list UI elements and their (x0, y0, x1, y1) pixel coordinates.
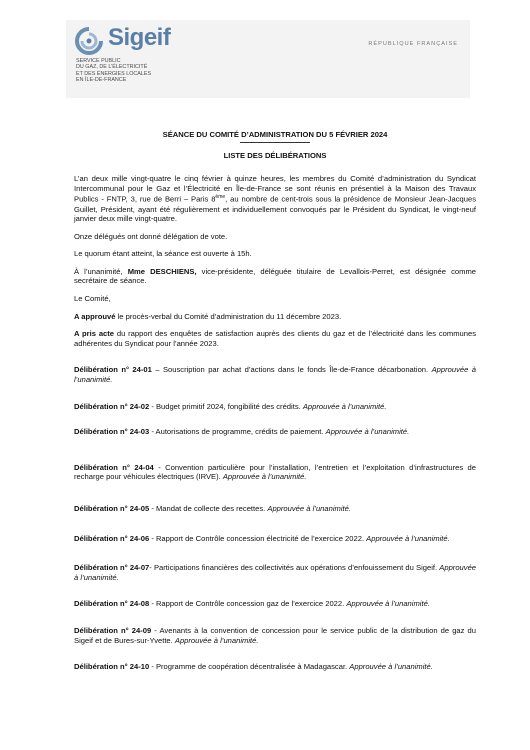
deliberation-result: Approuvée à l’unanimité. (302, 401, 387, 411)
intro-text-end: , au nombre de cent-trois sous la présidence de Monsieur Jean-Jacques Guillet, Président, ayant été régulièrement et individuellement convoqués par le Président du Syndicat, le vingt-neuf janvier deux mille vingt-quatre. (74, 194, 476, 224)
deliberation-text: - Convention particulière pour l’installation, l’entretien et l’exploitation d’infrastructures de recharge pour véhicules électriques (IRVE). (74, 462, 476, 482)
deliberation-item (74, 563, 476, 582)
noted-paragraph (74, 329, 476, 348)
tagline (76, 58, 166, 84)
intro-superscript: ème (215, 194, 226, 201)
logo-text: Sigeif (108, 24, 171, 51)
deliberation-item (74, 365, 476, 384)
title-underline (240, 142, 310, 143)
deliberation-item (74, 599, 476, 609)
deliberation-result: Approuvée à l’unanimité. (366, 533, 450, 543)
deliberation-result: Approuvée à l’unanimité. (267, 504, 351, 513)
deliberation-text: - Mandat de collecte des recettes. (149, 504, 268, 513)
deliberation-text: - Programme de coopération décentralisée à Madagascar. (149, 662, 350, 672)
intro-text: L’an deux mille vingt-quatre le cinq février à quinze heures, les membres du Comité d’administration du Syndicat Intercommunal pour le Gaz et l’Électricité en Île-de-France se sont réunis en présentiel à la Maison des Travaux Publics - FNTP, 3, rue de Berri – Paris 8 (74, 174, 476, 204)
deliberation-item (74, 402, 476, 412)
deliberation-item (74, 463, 476, 482)
deliberation-number: Délibération n° 24-06 (74, 533, 150, 543)
tagline-line: EN ÎLE-DE-FRANCE (76, 77, 127, 84)
deliberation-text: - Avenants à la convention de concession pour le service public de la distribution de gaz du Sigeif et de Bures-sur-Yvette. (74, 625, 476, 645)
deliberation-text: - Rapport de Contrôle concession gaz de l’exercice 2022. (149, 599, 347, 609)
tagline-line: DU GAZ, DE L’ÉLECTRICITÉ (76, 64, 148, 71)
quorum-paragraph: Le quorum étant atteint, la séance est ouverte à 15h. (74, 249, 252, 259)
republique-label: RÉPUBLIQUE FRANÇAISE (368, 41, 458, 47)
deliberation-result: Approuvée à l’unanimité. (325, 427, 410, 437)
deliberation-number: Délibération n° 24-04 (74, 462, 154, 472)
noted-text: du rapport des enquêtes de satisfaction auprès des clients du gaz et de l’électricité dans les communes adhérentes du Syndicat pour l’année 2023. (74, 329, 476, 348)
deliberations-list (74, 365, 476, 671)
letterhead (66, 20, 470, 98)
secretary-pre: À l’unanimité, (74, 266, 128, 276)
deliberation-item (74, 534, 476, 544)
deliberation-result: Approuvée à l’unanimité. (346, 599, 430, 609)
deliberation-text: – Souscription par achat d’actions dans le fonds Île-de-France décarbonation. (151, 365, 432, 375)
deliberation-item (74, 427, 476, 437)
deliberation-item (74, 662, 476, 672)
comite-paragraph: Le Comité, (74, 294, 111, 304)
document-subtitle: LISTE DES DÉLIBÉRATIONS (223, 150, 327, 160)
deliberation-item (74, 504, 476, 514)
deliberation-result: Approuvée à l’unanimité. (349, 662, 433, 672)
deliberation-number: Délibération n° 24-03 (74, 427, 150, 437)
deliberation-result: Approuvée à l’unanimité. (74, 365, 476, 385)
deliberation-result: Approuvée à l’unanimité. (174, 635, 259, 645)
deliberation-text: - Budget primitif 2024, fongibilité des crédits. (149, 401, 303, 411)
tagline-line: SERVICE PUBLIC (76, 58, 121, 64)
secretary-name: Mme DESCHIENS, (127, 266, 197, 276)
tagline-line: ET DES ÉNERGIES LOCALES (76, 70, 152, 77)
approved-paragraph (74, 312, 476, 322)
delegation-paragraph: Onze délégués ont donné délégation de vote. (74, 231, 228, 241)
deliberation-number: Délibération n° 24-07 (74, 563, 150, 573)
secretary-paragraph (74, 267, 476, 286)
secretary-post: vice-présidente, déléguée titulaire de Levallois-Perret, est désignée comme secrétaire de séance. (74, 266, 477, 286)
deliberation-item (74, 626, 476, 645)
deliberation-text: - Autorisations de programme, crédits de paiement. (149, 427, 326, 437)
deliberation-number: Délibération n° 24-09 (74, 625, 152, 635)
noted-label: A pris acte (74, 329, 115, 339)
deliberation-number: Délibération n° 24-10 (74, 662, 150, 672)
deliberation-result: Approuvée à l’unanimité. (74, 563, 477, 582)
deliberation-number: Délibération n° 24-02 (74, 401, 150, 411)
deliberation-text: - Participations financières des collectivités aux opérations d’enfouissement du Sigeif. (149, 563, 440, 573)
document-title: SÉANCE DU COMITÉ D’ADMINISTRATION DU 5 FÉVRIER 2024 (162, 130, 388, 139)
approved-label: A approuvé (74, 311, 116, 321)
deliberation-number: Délibération n° 24-05 (74, 504, 150, 513)
deliberation-number: Délibération n° 24-01 (74, 365, 152, 375)
intro-paragraph (74, 174, 476, 224)
deliberation-text: - Rapport de Contrôle concession électricité de l’exercice 2022. (149, 533, 367, 543)
document-body (74, 130, 476, 672)
deliberation-result: Approuvée à l’unanimité. (222, 472, 307, 482)
deliberation-number: Délibération n° 24-08 (74, 599, 150, 609)
approved-text: le procès-verbal du Comité d’administration du 11 décembre 2023. (115, 311, 342, 321)
sigeif-logo-icon (74, 26, 104, 56)
